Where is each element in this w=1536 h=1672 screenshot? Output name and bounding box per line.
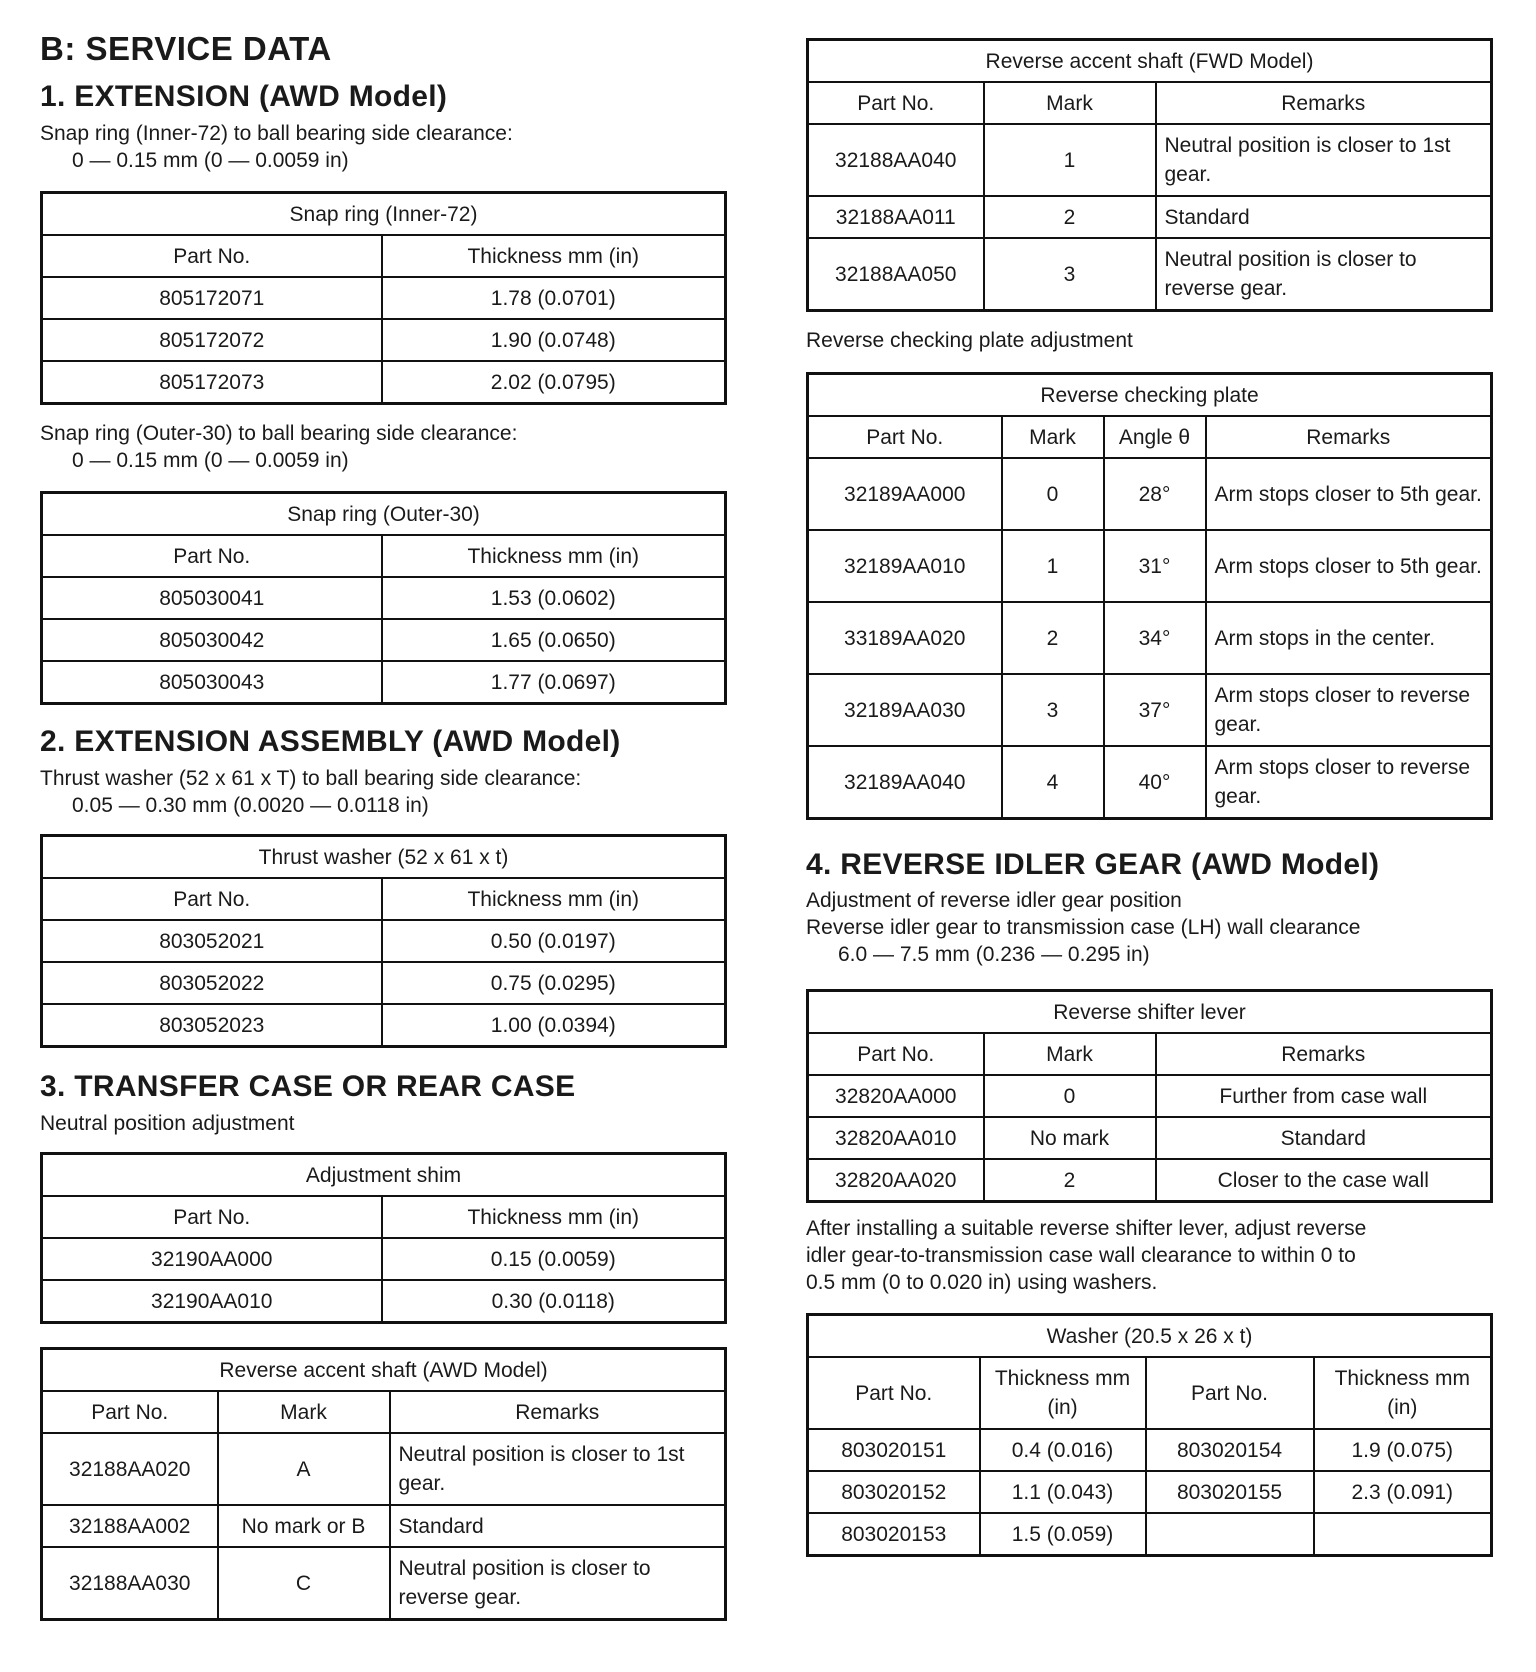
column-header: Remarks — [1206, 416, 1492, 458]
table-row — [42, 1280, 726, 1323]
column-header: Mark — [218, 1391, 390, 1433]
table-caption: Reverse shifter lever — [808, 991, 1492, 1034]
table-row — [42, 920, 726, 962]
part-number-cell: 32188AA040 — [808, 124, 984, 196]
part-number-cell: 805172073 — [42, 361, 382, 404]
table-row — [808, 1471, 1492, 1513]
column-header: Part No. — [42, 535, 382, 577]
thickness-cell: 1.00 (0.0394) — [382, 1004, 726, 1047]
part-number-cell: 803052023 — [42, 1004, 382, 1047]
reverse-checking-plate-table — [806, 372, 1493, 820]
part-number-cell: 32190AA010 — [42, 1280, 382, 1323]
angle-cell: 37° — [1104, 674, 1206, 746]
column-header: Part No. — [808, 416, 1002, 458]
mark-cell: 3 — [984, 238, 1156, 311]
remarks-cell: Standard — [1156, 1117, 1492, 1159]
table-caption: Washer (20.5 x 26 x t) — [808, 1315, 1492, 1358]
section1-heading: 1. EXTENSION (AWD Model) — [40, 80, 448, 113]
after-install-text-line2: idler gear-to-transmission case wall clearance to within 0 to — [806, 1244, 1356, 1267]
part-number-cell: 32189AA000 — [808, 458, 1002, 530]
table-row — [808, 1117, 1492, 1159]
thickness-cell: 1.77 (0.0697) — [382, 661, 726, 704]
section4-clearance-label: Reverse idler gear to transmission case (LH) wall clearance — [806, 916, 1361, 939]
part-number-cell: 805172072 — [42, 319, 382, 361]
column-header: Thickness mm (in) — [382, 235, 726, 277]
reverse-shifter-lever-table — [806, 989, 1493, 1203]
part-number-cell: 803020153 — [808, 1513, 980, 1556]
section3-heading: 3. TRANSFER CASE OR REAR CASE — [40, 1070, 576, 1103]
remarks-cell: Arm stops closer to reverse gear. — [1206, 674, 1492, 746]
mark-cell: C — [218, 1547, 390, 1620]
column-header: Part No. — [808, 1033, 984, 1075]
adjustment-shim-table — [40, 1152, 727, 1324]
thickness-cell: 1.9 (0.075) — [1314, 1429, 1492, 1471]
column-header: Thickness mm (in) — [980, 1357, 1146, 1429]
reverse-accent-shaft-fwd-table — [806, 38, 1493, 312]
part-number-cell: 803020154 — [1146, 1429, 1314, 1471]
thickness-cell: 0.50 (0.0197) — [382, 920, 726, 962]
mark-cell: 4 — [1002, 746, 1104, 819]
table-row — [808, 530, 1492, 602]
part-number-cell: 33189AA020 — [808, 602, 1002, 674]
thickness-cell: 2.3 (0.091) — [1314, 1471, 1492, 1513]
thickness-cell: 0.75 (0.0295) — [382, 962, 726, 1004]
thickness-cell: 1.53 (0.0602) — [382, 577, 726, 619]
column-header: Remarks — [390, 1391, 726, 1433]
column-header: Mark — [984, 82, 1156, 124]
part-number-cell: 32189AA010 — [808, 530, 1002, 602]
mark-cell: 1 — [1002, 530, 1104, 602]
table-row — [42, 661, 726, 704]
column-header: Thickness mm (in) — [382, 878, 726, 920]
section4-heading: 4. REVERSE IDLER GEAR (AWD Model) — [806, 848, 1380, 881]
remarks-cell: Arm stops closer to 5th gear. — [1206, 530, 1492, 602]
column-header: Remarks — [1156, 1033, 1492, 1075]
page-title: B: SERVICE DATA — [40, 30, 332, 67]
column-header: Angle θ — [1104, 416, 1206, 458]
remarks-cell: Arm stops in the center. — [1206, 602, 1492, 674]
column-header: Part No. — [42, 1391, 218, 1433]
column-header: Mark — [984, 1033, 1156, 1075]
table-caption: Adjustment shim — [42, 1154, 726, 1197]
thickness-cell: 1.1 (0.043) — [980, 1471, 1146, 1513]
table-row — [808, 746, 1492, 819]
table-row — [808, 602, 1492, 674]
section2-heading: 2. EXTENSION ASSEMBLY (AWD Model) — [40, 725, 621, 758]
thickness-cell: 2.02 (0.0795) — [382, 361, 726, 404]
part-number-cell: 803052022 — [42, 962, 382, 1004]
table-row — [42, 619, 726, 661]
remarks-cell: Arm stops closer to 5th gear. — [1206, 458, 1492, 530]
column-header: Part No. — [42, 878, 382, 920]
table-row — [42, 1433, 726, 1505]
washer-table — [806, 1313, 1493, 1557]
angle-cell: 34° — [1104, 602, 1206, 674]
column-header: Part No. — [808, 1357, 980, 1429]
remarks-cell: Neutral position is closer to 1st gear. — [390, 1433, 726, 1505]
table-caption: Reverse accent shaft (AWD Model) — [42, 1349, 726, 1392]
column-header: Remarks — [1156, 82, 1492, 124]
thrust-washer-table — [40, 834, 727, 1048]
table-row — [808, 458, 1492, 530]
snap-ring-outer-table — [40, 491, 727, 705]
part-number-cell: 32188AA020 — [42, 1433, 218, 1505]
table-row — [808, 1513, 1492, 1556]
mark-cell: 0 — [984, 1075, 1156, 1117]
section1-outer-clearance-label: Snap ring (Outer-30) to ball bearing side clearance: — [40, 422, 518, 445]
remarks-cell: Neutral position is closer to reverse gear. — [390, 1547, 726, 1620]
after-install-text-line1: After installing a suitable reverse shifter lever, adjust reverse — [806, 1217, 1367, 1240]
remarks-cell: Closer to the case wall — [1156, 1159, 1492, 1202]
column-header: Part No. — [1146, 1357, 1314, 1429]
thickness-cell: 0.30 (0.0118) — [382, 1280, 726, 1323]
thickness-cell: 1.90 (0.0748) — [382, 319, 726, 361]
mark-cell: No mark or B — [218, 1505, 390, 1547]
part-number-cell: 803020152 — [808, 1471, 980, 1513]
thickness-cell: 0.15 (0.0059) — [382, 1238, 726, 1280]
table-row — [42, 1238, 726, 1280]
table-row — [808, 124, 1492, 196]
part-number-cell: 805030042 — [42, 619, 382, 661]
section4-clearance-value: 6.0 — 7.5 mm (0.236 — 0.295 in) — [838, 943, 1150, 966]
table-row — [42, 962, 726, 1004]
part-number-cell: 805030041 — [42, 577, 382, 619]
mark-cell: 0 — [1002, 458, 1104, 530]
part-number-cell: 32189AA040 — [808, 746, 1002, 819]
part-number-cell: 32189AA030 — [808, 674, 1002, 746]
mark-cell: 2 — [984, 196, 1156, 238]
part-number-cell — [1146, 1513, 1314, 1556]
remarks-cell: Arm stops closer to reverse gear. — [1206, 746, 1492, 819]
mark-cell: A — [218, 1433, 390, 1505]
table-row — [42, 1004, 726, 1047]
table-caption: Reverse checking plate — [808, 374, 1492, 417]
angle-cell: 40° — [1104, 746, 1206, 819]
mark-cell: 2 — [1002, 602, 1104, 674]
part-number-cell: 803020155 — [1146, 1471, 1314, 1513]
part-number-cell: 803052021 — [42, 920, 382, 962]
after-install-text-line3: 0.5 mm (0 to 0.020 in) using washers. — [806, 1271, 1158, 1294]
remarks-cell: Neutral position is closer to reverse gear. — [1156, 238, 1492, 311]
table-row — [42, 1505, 726, 1547]
part-number-cell: 32188AA002 — [42, 1505, 218, 1547]
thickness-cell: 1.65 (0.0650) — [382, 619, 726, 661]
table-row — [808, 1429, 1492, 1471]
section1-outer-clearance-value: 0 — 0.15 mm (0 — 0.0059 in) — [72, 449, 349, 472]
thickness-cell: 1.78 (0.0701) — [382, 277, 726, 319]
column-header: Thickness mm (in) — [382, 1196, 726, 1238]
table-row — [42, 577, 726, 619]
section3-neutral-label: Neutral position adjustment — [40, 1112, 295, 1135]
table-row — [808, 674, 1492, 746]
section4-adjustment-label: Adjustment of reverse idler gear position — [806, 889, 1182, 912]
remarks-cell: Neutral position is closer to 1st gear. — [1156, 124, 1492, 196]
table-row — [42, 1547, 726, 1620]
mark-cell: 3 — [1002, 674, 1104, 746]
column-header: Thickness mm (in) — [1314, 1357, 1492, 1429]
part-number-cell: 32820AA010 — [808, 1117, 984, 1159]
table-row — [42, 319, 726, 361]
column-header: Part No. — [42, 235, 382, 277]
table-caption: Thrust washer (52 x 61 x t) — [42, 836, 726, 879]
part-number-cell: 32188AA011 — [808, 196, 984, 238]
reverse-checking-plate-label: Reverse checking plate adjustment — [806, 329, 1133, 352]
mark-cell: 1 — [984, 124, 1156, 196]
table-row — [42, 361, 726, 404]
table-row — [808, 1159, 1492, 1202]
part-number-cell: 32188AA030 — [42, 1547, 218, 1620]
column-header: Part No. — [808, 82, 984, 124]
part-number-cell: 32188AA050 — [808, 238, 984, 311]
reverse-accent-shaft-awd-table — [40, 1347, 727, 1621]
mark-cell: 2 — [984, 1159, 1156, 1202]
table-row — [808, 1075, 1492, 1117]
snap-ring-inner-table — [40, 191, 727, 405]
table-caption: Reverse accent shaft (FWD Model) — [808, 40, 1492, 83]
remarks-cell: Standard — [1156, 196, 1492, 238]
column-header: Part No. — [42, 1196, 382, 1238]
thickness-cell: 1.5 (0.059) — [980, 1513, 1146, 1556]
remarks-cell: Further from case wall — [1156, 1075, 1492, 1117]
mark-cell: No mark — [984, 1117, 1156, 1159]
angle-cell: 31° — [1104, 530, 1206, 602]
section2-clearance-label: Thrust washer (52 x 61 x T) to ball bearing side clearance: — [40, 767, 582, 790]
part-number-cell: 805172071 — [42, 277, 382, 319]
thickness-cell — [1314, 1513, 1492, 1556]
section2-clearance-value: 0.05 — 0.30 mm (0.0020 — 0.0118 in) — [72, 794, 429, 817]
part-number-cell: 32820AA000 — [808, 1075, 984, 1117]
section1-inner-clearance-label: Snap ring (Inner-72) to ball bearing side clearance: — [40, 122, 513, 145]
table-row — [808, 196, 1492, 238]
column-header: Mark — [1002, 416, 1104, 458]
remarks-cell: Standard — [390, 1505, 726, 1547]
table-row — [808, 238, 1492, 311]
part-number-cell: 32820AA020 — [808, 1159, 984, 1202]
part-number-cell: 803020151 — [808, 1429, 980, 1471]
table-caption: Snap ring (Outer-30) — [42, 493, 726, 536]
angle-cell: 28° — [1104, 458, 1206, 530]
table-row — [42, 277, 726, 319]
thickness-cell: 0.4 (0.016) — [980, 1429, 1146, 1471]
table-caption: Snap ring (Inner-72) — [42, 193, 726, 236]
part-number-cell: 805030043 — [42, 661, 382, 704]
part-number-cell: 32190AA000 — [42, 1238, 382, 1280]
section1-inner-clearance-value: 0 — 0.15 mm (0 — 0.0059 in) — [72, 149, 349, 172]
column-header: Thickness mm (in) — [382, 535, 726, 577]
